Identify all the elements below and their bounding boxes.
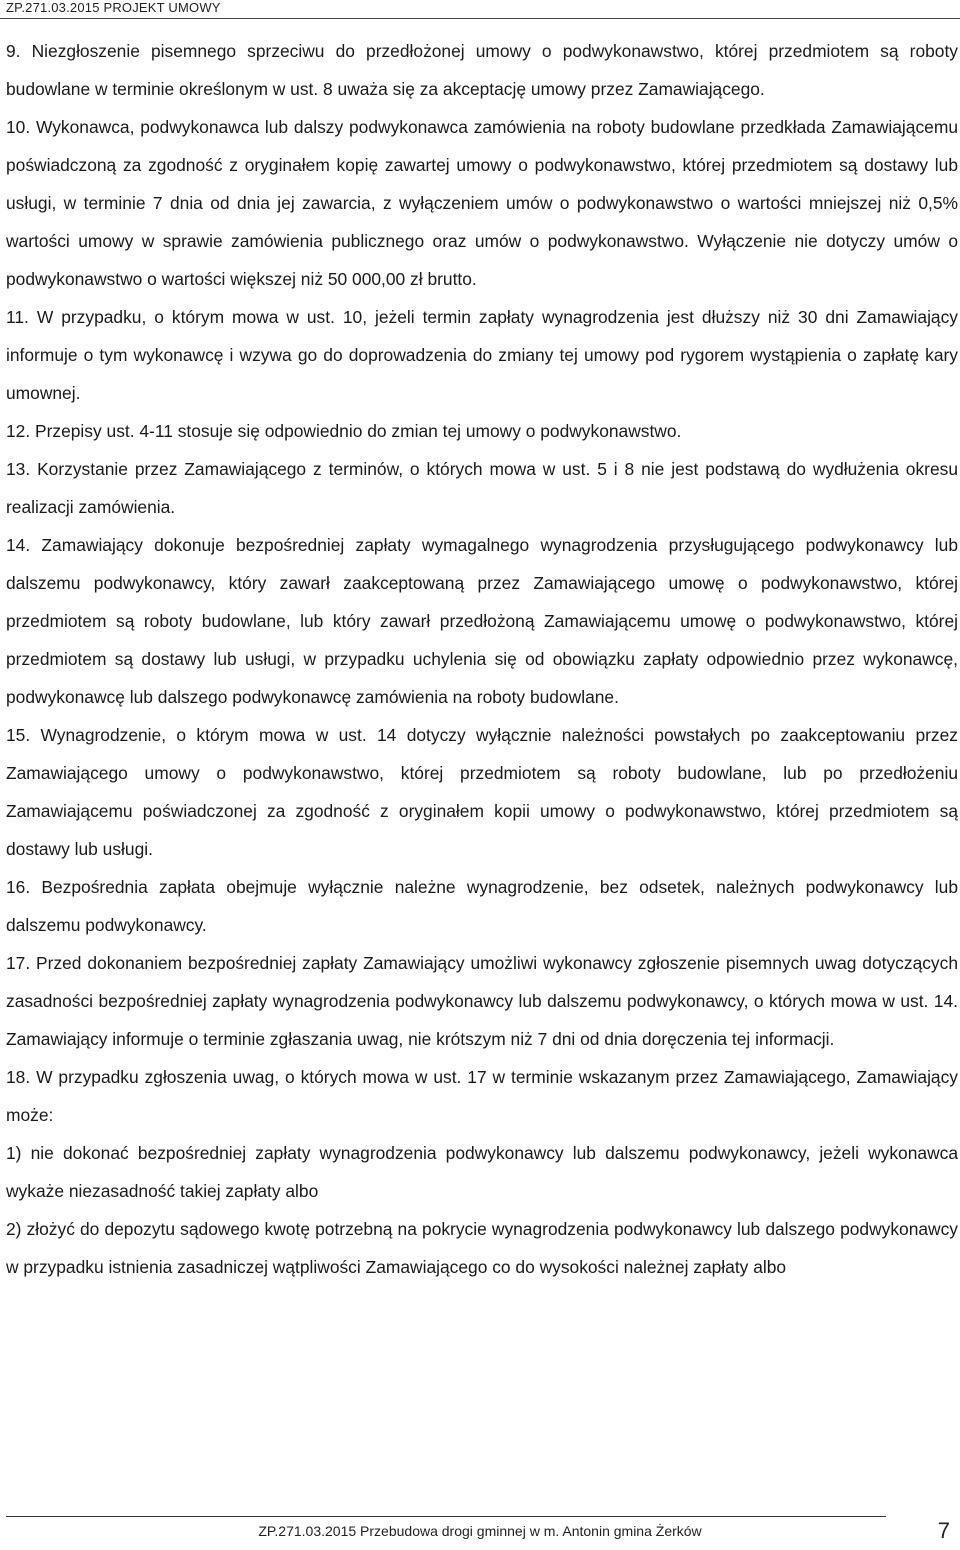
footer-divider: [6, 1516, 886, 1517]
paragraph-17: 17. Przed dokonaniem bezpośredniej zapłaty Zamawiający umożliwi wykonawcy zgłoszenie pisemnych uwag dotyczących zasadności bezpośredniej zapłaty wynagrodzenia podwykonawcy lub dalszemu podwykonawcy, o których mowa w ust. 14. Zamawiający informuje o terminie zgłaszania uwag, nie krótszym niż 7 dni od dnia doręczenia tej informacji.: [6, 953, 958, 1049]
page-number: 7: [937, 1518, 950, 1543]
document-footer: ZP.271.03.2015 Przebudowa drogi gminnej w m. Antonin gmina Żerków: [258, 1523, 702, 1539]
paragraph-13: 13. Korzystanie przez Zamawiającego z terminów, o których mowa w ust. 5 i 8 nie jest podstawą do wydłużenia okresu realizacji zamówienia.: [6, 459, 958, 517]
paragraph-16: 16. Bezpośrednia zapłata obejmuje wyłącznie należne wynagrodzenie, bez odsetek, należnych podwykonawcy lub dalszemu podwykonawcy.: [6, 877, 958, 935]
paragraph-14: 14. Zamawiający dokonuje bezpośredniej zapłaty wymagalnego wynagrodzenia przysługującego podwykonawcy lub dalszemu podwykonawcy, który zawarł zaakceptowaną przez Zamawiającego umowę o podwykonawstwo, której przedmiotem są roboty budowlane, lub który zawarł przedłożoną Zamawiającemu umowę o podwykonawstwo, której przedmiotem są dostawy lub usługi, w przypadku uchylenia się od obowiązku zapłaty odpowiednio przez wykonawcę, podwykonawcę lub dalszego podwykonawcę zamówienia na roboty budowlane.: [6, 535, 958, 707]
paragraph-11: 11. W przypadku, o którym mowa w ust. 10, jeżeli termin zapłaty wynagrodzenia jest dłuższy niż 30 dni Zamawiający informuje o tym wykonawcę i wzywa go do doprowadzenia do zmiany tej umowy pod rygorem wystąpienia o zapłatę kary umownej.: [6, 307, 958, 403]
header-divider: [0, 18, 960, 19]
paragraph-10: 10. Wykonawca, podwykonawca lub dalszy podwykonawca zamówienia na roboty budowlane przedkłada Zamawiającemu poświadczoną za zgodność z oryginałem kopię zawartej umowy o podwykonawstwo, której przedmiotem są dostawy lub usługi, w terminie 7 dnia od dnia jej zawarcia, z wyłączeniem umów o podwykonawstwo o wartości mniejszej niż 0,5% wartości umowy w sprawie zamówienia publicznego oraz umów o podwykonawstwo. Wyłączenie nie dotyczy umów o podwykonawstwo o wartości większej niż 50 000,00 zł brutto.: [6, 117, 958, 289]
paragraph-12: 12. Przepisy ust. 4-11 stosuje się odpowiednio do zmian tej umowy o podwykonawstwo.: [6, 421, 682, 441]
list-item-1: 1) nie dokonać bezpośredniej zapłaty wynagrodzenia podwykonawcy lub dalszemu podwykonawcy, jeżeli wykonawca wykaże niezasadność takiej zapłaty albo: [6, 1143, 958, 1201]
paragraph-9: 9. Niezgłoszenie pisemnego sprzeciwu do przedłożonej umowy o podwykonawstwo, której przedmiotem są roboty budowlane w terminie określonym w ust. 8 uważa się za akceptację umowy przez Zamawiającego.: [6, 41, 958, 99]
list-item-2: 2) złożyć do depozytu sądowego kwotę potrzebną na pokrycie wynagrodzenia podwykonawcy lub dalszego podwykonawcy w przypadku istnienia zasadniczej wątpliwości Zamawiającego co do wysokości należnej zapłaty albo: [6, 1219, 958, 1277]
document-header: ZP.271.03.2015 PROJEKT UMOWY: [6, 0, 221, 15]
paragraph-15: 15. Wynagrodzenie, o którym mowa w ust. 14 dotyczy wyłącznie należności powstałych po zaakceptowaniu przez Zamawiającego umowy o podwykonawstwo, której przedmiotem są roboty budowlane, lub po przedłożeniu Zamawiającemu poświadczonej za zgodność z oryginałem kopii umowy o podwykonawstwo, której przedmiotem są dostawy lub usługi.: [6, 725, 958, 859]
paragraph-18: 18. W przypadku zgłoszenia uwag, o których mowa w ust. 17 w terminie wskazanym przez Zamawiającego, Zamawiający może:: [6, 1067, 958, 1125]
document-body: [6, 32, 958, 1286]
